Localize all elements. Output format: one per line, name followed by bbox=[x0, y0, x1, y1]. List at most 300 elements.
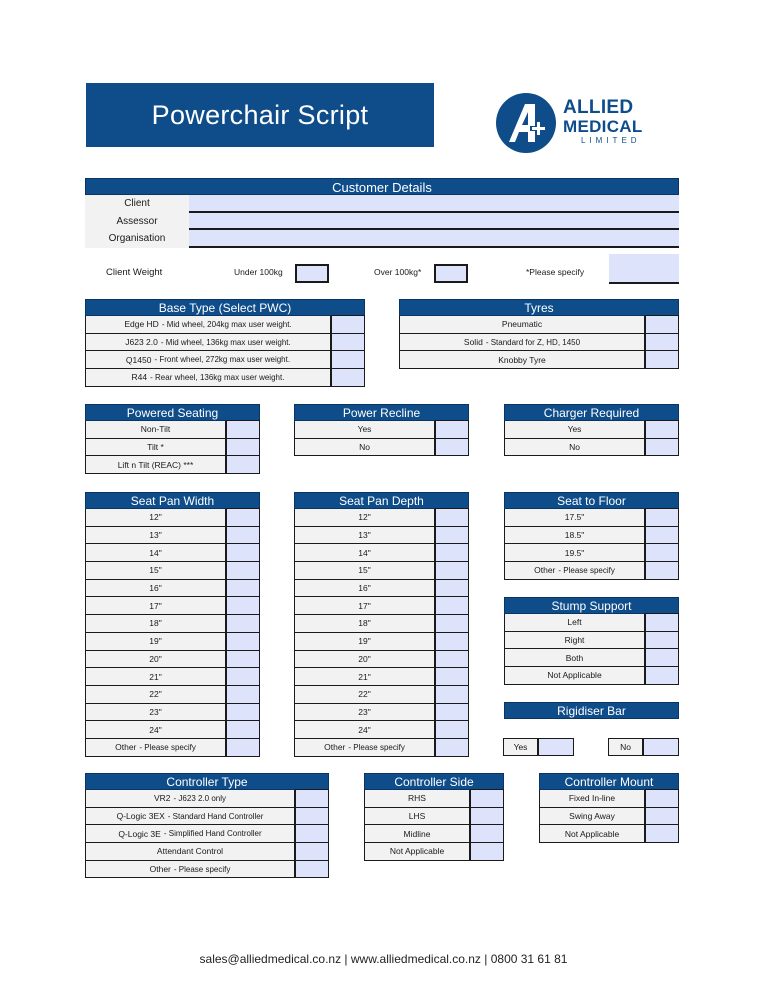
seat-depth-checkbox[interactable] bbox=[435, 543, 469, 562]
option-label-text: No bbox=[359, 442, 370, 453]
powered-seating-checkbox[interactable] bbox=[226, 455, 260, 474]
seat-depth-option-row bbox=[294, 651, 469, 669]
option-label bbox=[86, 861, 295, 878]
over-100kg-label: Over 100kg* bbox=[374, 267, 422, 277]
option-label-text: Fixed In-line bbox=[568, 793, 616, 804]
option-label-text: Other bbox=[115, 742, 137, 753]
seat-floor-option-row bbox=[504, 562, 679, 580]
controller-side-option-row bbox=[364, 808, 504, 826]
option-label bbox=[86, 369, 331, 386]
base-type-header: Base Type (Select PWC) bbox=[85, 299, 365, 316]
tyres-checkbox[interactable] bbox=[645, 333, 679, 352]
rigidiser-no-checkbox[interactable] bbox=[642, 739, 678, 755]
option-label-text: 19.5" bbox=[564, 547, 585, 558]
power-recline-section bbox=[294, 404, 469, 456]
seat-pan-depth-section bbox=[294, 492, 469, 757]
option-label-text: 19" bbox=[358, 636, 371, 647]
option-label-text: 12" bbox=[358, 512, 371, 523]
seat-depth-checkbox[interactable] bbox=[435, 632, 469, 651]
option-label-text: 13" bbox=[358, 530, 371, 541]
customer-details-section bbox=[85, 178, 679, 248]
seat-width-checkbox[interactable] bbox=[226, 526, 260, 545]
stump-option-row bbox=[504, 614, 679, 632]
controller-mount-checkbox[interactable] bbox=[645, 824, 679, 843]
option-label bbox=[86, 668, 226, 685]
seat-width-option-row bbox=[85, 704, 260, 722]
company-logo bbox=[495, 92, 645, 156]
option-label-text: Yes bbox=[567, 424, 582, 435]
controller-mount-option-row bbox=[539, 790, 679, 808]
option-label bbox=[295, 704, 435, 721]
powered-seating-checkbox[interactable] bbox=[226, 420, 260, 439]
seat-depth-checkbox[interactable] bbox=[435, 526, 469, 545]
controller-type-checkbox[interactable] bbox=[295, 860, 329, 879]
controller-type-checkbox[interactable] bbox=[295, 842, 329, 861]
stump-header: Stump Support bbox=[504, 597, 679, 614]
seat-width-option-row bbox=[85, 527, 260, 545]
option-label bbox=[86, 544, 226, 561]
logo-text-line1: ALLIED bbox=[563, 97, 634, 118]
please-specify-label: *Please specify bbox=[526, 267, 585, 277]
option-label-note: - Please specify bbox=[558, 565, 615, 575]
option-label-note: - Please specify bbox=[173, 864, 231, 874]
seat-depth-option-row bbox=[294, 580, 469, 598]
organisation-row bbox=[85, 230, 679, 248]
option-label-text: 20" bbox=[358, 653, 371, 664]
option-label bbox=[505, 667, 645, 684]
option-label-text: 16" bbox=[358, 583, 371, 594]
over-100kg-checkbox[interactable] bbox=[434, 264, 468, 283]
controller-mount-option-row bbox=[539, 825, 679, 843]
option-label-text: 15" bbox=[149, 565, 162, 576]
seat-width-checkbox[interactable] bbox=[226, 703, 260, 722]
option-label bbox=[540, 808, 645, 825]
option-label bbox=[295, 651, 435, 668]
option-label-text: Pneumatic bbox=[501, 319, 543, 330]
seat-width-option-row bbox=[85, 686, 260, 704]
assessor-field[interactable] bbox=[189, 213, 679, 231]
controller-side-header: Controller Side bbox=[364, 773, 504, 790]
seat-depth-checkbox[interactable] bbox=[435, 650, 469, 669]
power-recline-checkbox[interactable] bbox=[435, 438, 469, 457]
weight-specify-field[interactable] bbox=[609, 254, 679, 284]
option-label-text: 18" bbox=[149, 618, 162, 629]
seat-depth-option-row bbox=[294, 509, 469, 527]
seat-depth-option-row bbox=[294, 704, 469, 722]
rigidiser-no-option bbox=[608, 738, 679, 756]
stump-option-row bbox=[504, 649, 679, 667]
seat-width-checkbox[interactable] bbox=[226, 738, 260, 757]
powered-seating-option-row bbox=[85, 456, 260, 474]
option-label-text: 14" bbox=[358, 547, 371, 558]
seat-width-option-row bbox=[85, 668, 260, 686]
controller-side-option-row bbox=[364, 843, 504, 861]
client-label: Client bbox=[85, 195, 189, 213]
organisation-label: Organisation bbox=[85, 230, 189, 248]
rigidiser-yes-checkbox[interactable] bbox=[537, 739, 573, 755]
power-recline-option-row bbox=[294, 439, 469, 457]
option-label-text: No bbox=[569, 442, 580, 453]
option-label bbox=[365, 790, 470, 807]
option-label-text: Not Applicable bbox=[389, 846, 445, 857]
option-label-note: - Rear wheel, 136kg max user weight. bbox=[150, 372, 285, 382]
charger-checkbox[interactable] bbox=[645, 420, 679, 439]
option-label-text: Both bbox=[565, 652, 584, 663]
seat-width-checkbox[interactable] bbox=[226, 614, 260, 633]
charger-checkbox[interactable] bbox=[645, 438, 679, 457]
option-label bbox=[86, 562, 226, 579]
option-label-text: Other bbox=[324, 742, 346, 753]
controller-side-checkbox[interactable] bbox=[470, 824, 504, 843]
option-label-text: 19" bbox=[149, 636, 162, 647]
rigidiser-bar-header: Rigidiser Bar bbox=[504, 702, 679, 719]
seat-width-checkbox[interactable] bbox=[226, 543, 260, 562]
option-label-text: Lift n Tilt (REAC) *** bbox=[117, 459, 194, 470]
logo-mark-icon bbox=[495, 92, 559, 156]
seat-floor-option-row bbox=[504, 544, 679, 562]
seat-width-option-row bbox=[85, 562, 260, 580]
powered-seating-header: Powered Seating bbox=[85, 404, 260, 421]
option-label-text: Q-Logic 3EX bbox=[116, 811, 165, 822]
seat-depth-checkbox[interactable] bbox=[435, 685, 469, 704]
charger-required-section bbox=[504, 404, 679, 456]
under-100kg-checkbox[interactable] bbox=[295, 264, 329, 283]
option-label-text: 18" bbox=[358, 618, 371, 629]
seat-depth-checkbox[interactable] bbox=[435, 508, 469, 527]
option-label-note: - Please specify bbox=[348, 742, 405, 752]
option-label bbox=[86, 615, 226, 632]
seat-depth-option-row bbox=[294, 633, 469, 651]
option-label bbox=[400, 351, 645, 368]
option-label bbox=[295, 721, 435, 738]
rigidiser-yes-option bbox=[503, 738, 574, 756]
option-label-text: 15" bbox=[358, 565, 371, 576]
option-label-note: - Front wheel, 272kg max user weight. bbox=[154, 355, 291, 365]
seat-depth-checkbox[interactable] bbox=[435, 738, 469, 757]
controller-type-checkbox[interactable] bbox=[295, 824, 329, 843]
stump-option-row bbox=[504, 667, 679, 685]
seat-depth-option-row bbox=[294, 615, 469, 633]
option-label bbox=[365, 825, 470, 842]
controller-type-checkbox[interactable] bbox=[295, 789, 329, 808]
option-label-text: Knobby Tyre bbox=[498, 354, 546, 365]
option-label bbox=[86, 439, 226, 456]
controller-side-checkbox[interactable] bbox=[470, 842, 504, 861]
stump-checkbox[interactable] bbox=[645, 666, 679, 685]
seat-depth-option-row bbox=[294, 597, 469, 615]
controller-side-checkbox[interactable] bbox=[470, 807, 504, 826]
option-label bbox=[86, 509, 226, 526]
seat-width-checkbox[interactable] bbox=[226, 508, 260, 527]
option-label-text: Yes bbox=[357, 424, 372, 435]
rigidiser-no-label: No bbox=[620, 742, 631, 752]
option-label-text: 18.5" bbox=[564, 530, 585, 541]
option-label bbox=[295, 544, 435, 561]
option-label-text: R44 bbox=[131, 372, 148, 383]
base-type-section bbox=[85, 299, 365, 387]
seat-floor-checkbox[interactable] bbox=[645, 508, 679, 527]
option-label bbox=[365, 843, 470, 860]
controller-type-option-row bbox=[85, 843, 329, 861]
option-label-text: Not Applicable bbox=[547, 670, 602, 681]
seat-depth-checkbox[interactable] bbox=[435, 596, 469, 615]
option-label bbox=[86, 739, 226, 756]
stump-option-row bbox=[504, 632, 679, 650]
option-label-text: Edge HD bbox=[124, 319, 159, 330]
tyres-header: Tyres bbox=[399, 299, 679, 316]
controller-type-option-row bbox=[85, 808, 329, 826]
assessor-row bbox=[85, 213, 679, 231]
option-label bbox=[295, 739, 435, 756]
option-label-text: 22" bbox=[358, 689, 371, 700]
seat-floor-option-row bbox=[504, 509, 679, 527]
seat-width-checkbox[interactable] bbox=[226, 579, 260, 598]
base-type-checkbox[interactable] bbox=[331, 368, 365, 387]
seat-pan-width-section bbox=[85, 492, 260, 757]
option-label bbox=[86, 721, 226, 738]
seat-width-option-row bbox=[85, 739, 260, 757]
option-label-text: Solid bbox=[463, 337, 483, 348]
seat-depth-option-row bbox=[294, 686, 469, 704]
option-label-text: Swing Away bbox=[569, 811, 615, 822]
seat-depth-checkbox[interactable] bbox=[435, 579, 469, 598]
option-label bbox=[540, 825, 645, 842]
option-label-text: Other bbox=[149, 864, 171, 875]
base-type-checkbox[interactable] bbox=[331, 333, 365, 352]
option-label-text: 24" bbox=[149, 724, 162, 735]
option-label-note: - J623 2.0 only bbox=[173, 793, 227, 803]
client-row bbox=[85, 195, 679, 213]
option-label bbox=[365, 808, 470, 825]
logo-text-line3: LIMITED bbox=[581, 136, 641, 145]
option-label-text: Not Applicable bbox=[564, 828, 620, 839]
option-label bbox=[295, 633, 435, 650]
option-label bbox=[86, 686, 226, 703]
option-label-text: 21" bbox=[358, 671, 371, 682]
seat-depth-header: Seat Pan Depth bbox=[294, 492, 469, 509]
option-label-text: LHS bbox=[408, 811, 426, 822]
seat-width-option-row bbox=[85, 633, 260, 651]
option-label bbox=[295, 668, 435, 685]
option-label bbox=[505, 632, 645, 649]
tyres-option-row bbox=[399, 316, 679, 334]
option-label bbox=[295, 439, 435, 456]
controller-type-option-row bbox=[85, 825, 329, 843]
option-label bbox=[86, 790, 295, 807]
base-type-option-row bbox=[85, 369, 365, 387]
option-label bbox=[295, 421, 435, 438]
option-label-text: 20" bbox=[149, 653, 162, 664]
charger-header: Charger Required bbox=[504, 404, 679, 421]
seat-depth-checkbox[interactable] bbox=[435, 720, 469, 739]
seat-width-checkbox[interactable] bbox=[226, 667, 260, 686]
option-label-note: - Mid wheel, 136kg max user weight. bbox=[160, 337, 291, 347]
seat-depth-option-row bbox=[294, 721, 469, 739]
power-recline-checkbox[interactable] bbox=[435, 420, 469, 439]
option-label-text: RHS bbox=[408, 793, 426, 804]
option-label-text: Tilt * bbox=[147, 442, 164, 453]
base-type-checkbox[interactable] bbox=[331, 315, 365, 334]
stump-checkbox[interactable] bbox=[645, 613, 679, 632]
base-type-option-row bbox=[85, 334, 365, 352]
option-label bbox=[505, 544, 645, 561]
seat-width-checkbox[interactable] bbox=[226, 720, 260, 739]
option-label-text: 24" bbox=[358, 724, 371, 735]
option-label-text: 16" bbox=[149, 583, 162, 594]
power-recline-option-row bbox=[294, 421, 469, 439]
option-label-note: - Simplified Hand Controller bbox=[163, 829, 262, 839]
powered-seating-option-row bbox=[85, 421, 260, 439]
tyres-option-row bbox=[399, 334, 679, 352]
option-label-text: Right bbox=[564, 635, 585, 646]
option-label bbox=[505, 562, 645, 579]
option-label bbox=[400, 334, 645, 351]
tyres-checkbox[interactable] bbox=[645, 350, 679, 369]
option-label bbox=[400, 316, 645, 333]
controller-type-checkbox[interactable] bbox=[295, 807, 329, 826]
seat-width-checkbox[interactable] bbox=[226, 561, 260, 580]
option-label bbox=[86, 580, 226, 597]
seat-width-option-row bbox=[85, 597, 260, 615]
seat-width-option-row bbox=[85, 651, 260, 669]
powered-seating-option-row bbox=[85, 439, 260, 457]
powered-seating-checkbox[interactable] bbox=[226, 438, 260, 457]
base-type-option-row bbox=[85, 316, 365, 334]
controller-side-option-row bbox=[364, 825, 504, 843]
controller-type-option-row bbox=[85, 861, 329, 879]
controller-mount-checkbox[interactable] bbox=[645, 789, 679, 808]
option-label-text: Attendant Control bbox=[156, 846, 224, 857]
option-label-text: 17.5" bbox=[564, 512, 585, 523]
option-label-text: Q-Logic 3E bbox=[118, 828, 161, 839]
base-type-checkbox[interactable] bbox=[331, 350, 365, 369]
option-label-text: Non-Tilt bbox=[140, 424, 171, 435]
controller-side-checkbox[interactable] bbox=[470, 789, 504, 808]
base-type-option-row bbox=[85, 351, 365, 369]
tyres-checkbox[interactable] bbox=[645, 315, 679, 334]
logo-text-line2: MEDICAL bbox=[563, 117, 643, 136]
option-label-text: Other bbox=[534, 565, 556, 576]
organisation-field[interactable] bbox=[189, 230, 679, 248]
option-label bbox=[540, 790, 645, 807]
option-label bbox=[295, 686, 435, 703]
option-label-text: 23" bbox=[358, 706, 371, 717]
controller-type-header: Controller Type bbox=[85, 773, 329, 790]
seat-width-option-row bbox=[85, 615, 260, 633]
option-label bbox=[505, 614, 645, 631]
controller-mount-header: Controller Mount bbox=[539, 773, 679, 790]
option-label bbox=[505, 509, 645, 526]
under-100kg-label: Under 100kg bbox=[234, 267, 283, 277]
stump-checkbox[interactable] bbox=[645, 648, 679, 667]
option-label-text: 17" bbox=[358, 600, 371, 611]
seat-depth-option-row bbox=[294, 668, 469, 686]
seat-width-checkbox[interactable] bbox=[226, 596, 260, 615]
option-label-text: 14" bbox=[149, 547, 162, 558]
option-label bbox=[86, 351, 331, 368]
option-label-note: - Standard Hand Controller bbox=[167, 811, 264, 821]
controller-mount-checkbox[interactable] bbox=[645, 807, 679, 826]
seat-depth-checkbox[interactable] bbox=[435, 703, 469, 722]
option-label bbox=[295, 509, 435, 526]
option-label-text: 17" bbox=[149, 600, 162, 611]
powered-seating-section bbox=[85, 404, 260, 474]
client-field[interactable] bbox=[189, 195, 679, 213]
seat-width-checkbox[interactable] bbox=[226, 685, 260, 704]
controller-type-section bbox=[85, 773, 329, 878]
option-label bbox=[295, 597, 435, 614]
controller-mount-option-row bbox=[539, 808, 679, 826]
seat-depth-option-row bbox=[294, 562, 469, 580]
charger-option-row bbox=[504, 421, 679, 439]
stump-support-section bbox=[504, 597, 679, 685]
option-label bbox=[505, 649, 645, 666]
option-label-text: VR2 bbox=[153, 793, 171, 804]
seat-depth-checkbox[interactable] bbox=[435, 667, 469, 686]
stump-checkbox[interactable] bbox=[645, 631, 679, 650]
charger-option-row bbox=[504, 439, 679, 457]
seat-floor-checkbox[interactable] bbox=[645, 561, 679, 580]
option-label bbox=[86, 651, 226, 668]
rigidiser-bar-section bbox=[504, 702, 679, 719]
option-label bbox=[86, 825, 295, 842]
seat-width-checkbox[interactable] bbox=[226, 650, 260, 669]
seat-depth-checkbox[interactable] bbox=[435, 614, 469, 633]
option-label bbox=[86, 334, 331, 351]
option-label bbox=[86, 808, 295, 825]
tyres-option-row bbox=[399, 351, 679, 369]
seat-floor-option-row bbox=[504, 527, 679, 545]
option-label bbox=[86, 597, 226, 614]
seat-to-floor-section bbox=[504, 492, 679, 580]
option-label-text: 13" bbox=[149, 530, 162, 541]
seat-floor-header: Seat to Floor bbox=[504, 492, 679, 509]
rigidiser-yes-label: Yes bbox=[513, 742, 528, 752]
option-label bbox=[295, 615, 435, 632]
seat-floor-checkbox[interactable] bbox=[645, 526, 679, 545]
option-label bbox=[86, 633, 226, 650]
seat-width-option-row bbox=[85, 544, 260, 562]
seat-width-option-row bbox=[85, 721, 260, 739]
seat-depth-checkbox[interactable] bbox=[435, 561, 469, 580]
assessor-label: Assessor bbox=[85, 213, 189, 231]
option-label-note: - Mid wheel, 204kg max user weight. bbox=[161, 319, 292, 329]
option-label-text: J623 2.0 bbox=[125, 337, 158, 348]
seat-floor-checkbox[interactable] bbox=[645, 543, 679, 562]
seat-width-checkbox[interactable] bbox=[226, 632, 260, 651]
tyres-section bbox=[399, 299, 679, 369]
seat-depth-option-row bbox=[294, 544, 469, 562]
controller-side-option-row bbox=[364, 790, 504, 808]
option-label-text: Midline bbox=[403, 828, 431, 839]
customer-details-header: Customer Details bbox=[85, 178, 679, 195]
controller-type-option-row bbox=[85, 790, 329, 808]
power-recline-header: Power Recline bbox=[294, 404, 469, 421]
seat-depth-option-row bbox=[294, 739, 469, 757]
option-label bbox=[295, 527, 435, 544]
controller-side-section bbox=[364, 773, 504, 861]
option-label-text: Left bbox=[567, 617, 582, 628]
option-label bbox=[86, 456, 226, 473]
option-label-text: Q1450 bbox=[125, 354, 152, 365]
option-label bbox=[86, 316, 331, 333]
option-label bbox=[86, 704, 226, 721]
seat-width-option-row bbox=[85, 580, 260, 598]
option-label bbox=[505, 527, 645, 544]
option-label bbox=[86, 843, 295, 860]
option-label-text: 23" bbox=[149, 706, 162, 717]
seat-width-option-row bbox=[85, 509, 260, 527]
